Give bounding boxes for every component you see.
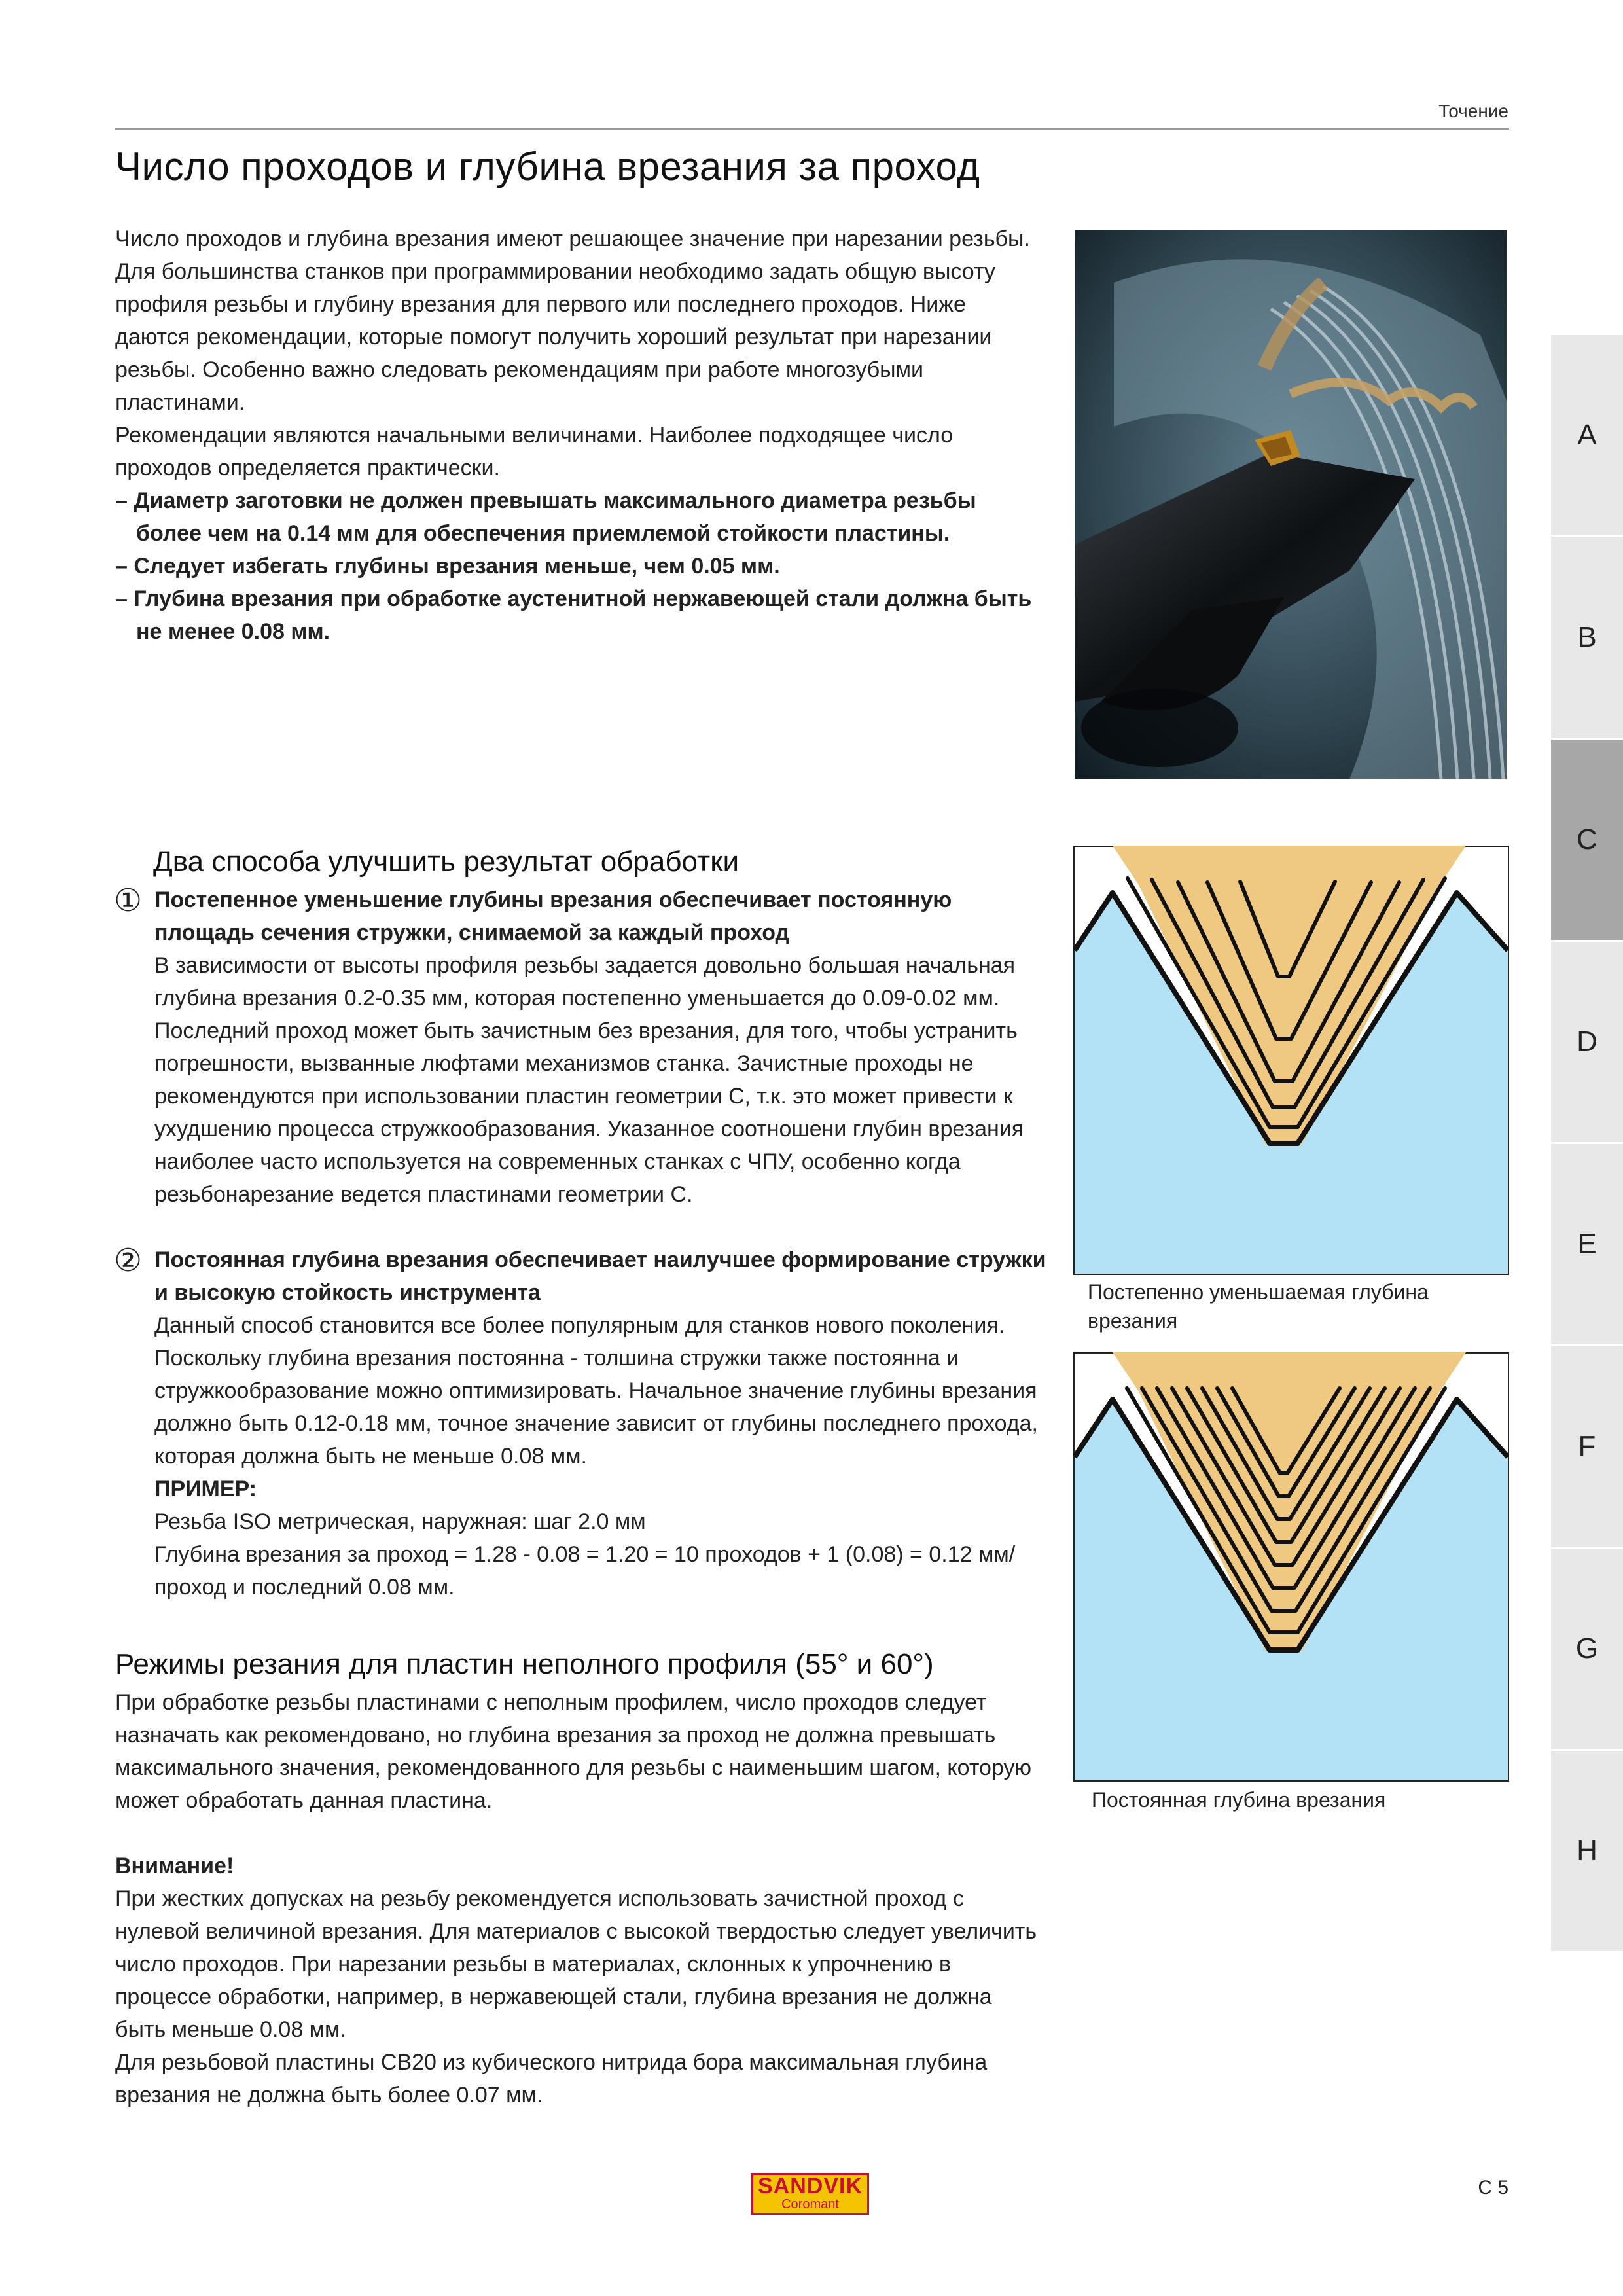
warning-paragraph: При жестких допусках на резьбу рекомендуется использовать зачистной проход с нулевой величиной врезания. Для материалов с высокой твердостью следует увеличить число проходов. При нарезании резьбы в материалах, склонных к упрочнению в процессе обработки, например, в нержавеющей стали, глубина врезания не должна быть меньше 0.08 мм. xyxy=(115,1886,1037,2042)
intro-bullet: – Глубина врезания при обработке аустенитной нержавеющей стали должна быть не менее 0.08 мм. xyxy=(115,586,1032,644)
diagram-1-caption: Постепенно уменьшаемая глубина врезания xyxy=(1088,1280,1429,1333)
section-label: Точение xyxy=(1438,101,1508,121)
intro-bullet: – Диаметр заготовки не должен превышать максимального диаметра резьбы более чем на 0.14 мм для обеспечения приемлемой стойкости пластины. xyxy=(115,488,976,546)
method-2-title: Постоянная глубина врезания обеспечивает наилучшее формирование стружки и высокую стойкость инструмента xyxy=(154,1247,1046,1305)
method-1-number: ① xyxy=(114,884,143,918)
partial-profile-text xyxy=(115,1686,1044,1817)
intro-paragraph: Число проходов и глубина врезания имеют решающее значение при нарезании резьбы. Для большинства станков при программировании необходимо задать общую высоту профиля резьбы и глубину врезания для первого или последнего проходов. Ниже даются рекомендации, которые помогут получить хороший результат при нарезании резьбы. Особенно важно следовать рекомендациям при работе многозубыми пластинами. xyxy=(115,226,1030,415)
warning-block xyxy=(115,1850,1044,2111)
method-1-title: Постепенное уменьшение глубины врезания обеспечивает постоянную площадь сечения стружки, снимаемой за каждый проход xyxy=(154,888,952,945)
tab-e[interactable]: E xyxy=(1551,1144,1623,1346)
diagram-decreasing-depth xyxy=(1073,846,1509,1275)
method-1-body: В зависимости от высоты профиля резьбы задается довольно большая начальная глубина врезания 0.2-0.35 мм, которая постепенно уменьшается до 0.09-0.02 мм. Последний проход может быть зачистным без врезания, для того, чтобы устранить погрешности, вызванные люфтами механизмов станка. Зачистные проходы не рекомендуются при использовании пластин геометрии C, т.к. это может привести к ухудшению процесса стружкообразования. Указанное соотношени глубин врезания наиболее часто используется на современных станках с ЧПУ, особенно когда резьбонарезание ведется пластинами геометрии C. xyxy=(154,953,1024,1207)
logo-brand: SANDVIK xyxy=(757,2174,863,2198)
intro-block xyxy=(115,223,1044,648)
tab-g[interactable]: G xyxy=(1551,1549,1623,1751)
logo-sub: Coromant xyxy=(781,2197,839,2212)
method-2-number: ② xyxy=(114,1244,143,1278)
partial-profile-heading: Режимы резания для пластин неполного профиля (55° и 60°) xyxy=(115,1648,934,1680)
tab-c[interactable]: C xyxy=(1551,740,1623,942)
intro-paragraph: Рекомендации являются начальными величинами. Наиболее подходящее число проходов определяется практически. xyxy=(115,423,954,480)
page-number: C 5 xyxy=(1478,2177,1508,2198)
sandvik-logo xyxy=(751,2173,869,2215)
tab-h[interactable]: H xyxy=(1551,1751,1623,1953)
diagram-constant-depth xyxy=(1073,1352,1509,1782)
threading-photo xyxy=(1075,230,1507,779)
diagram-2-caption: Постоянная глубина врезания xyxy=(1092,1788,1386,1812)
example-line: Резьба ISO метрическая, наружная: шаг 2.0 мм xyxy=(154,1509,646,1534)
tab-b[interactable]: B xyxy=(1551,537,1623,740)
example-line: Глубина врезания за проход = 1.28 - 0.08 = 1.20 = 10 проходов + 1 (0.08) = 0.12 мм/проход и последний 0.08 мм. xyxy=(154,1542,1016,1600)
intro-bullet: – Следует избегать глубины врезания меньше, чем 0.05 мм. xyxy=(115,554,780,579)
method-2-block xyxy=(154,1244,1058,1604)
warning-label: Внимание! xyxy=(115,1854,234,1878)
method-2-body: Данный способ становится все более популярным для станков нового поколения. Поскольку глубина врезания постоянна - толшина стружки также постоянна и стружкообразование можно оптимизировать. Начальное значение глубины врезания должно быть 0.12-0.18 мм, точное значение зависит от глубины последнего прохода, которая должна быть не меньше 0.08 мм. xyxy=(154,1313,1038,1469)
tab-f[interactable]: F xyxy=(1551,1346,1623,1549)
header-divider xyxy=(115,128,1509,130)
method-1-block xyxy=(154,884,1058,1211)
tab-a[interactable]: A xyxy=(1551,335,1623,537)
partial-profile-body: При обработке резьбы пластинами с неполным профилем, число проходов следует назначать как рекомендовано, но глубина врезания за проход не должна превышать максимального значения, рекомендованного для резьбы с наименьшим шагом, которую может обработать данная пластина. xyxy=(115,1690,1031,1813)
methods-heading: Два способа улучшить результат обработки xyxy=(153,846,740,878)
tab-d[interactable]: D xyxy=(1551,942,1623,1144)
example-label: ПРИМЕР: xyxy=(154,1477,257,1501)
page-title: Число проходов и глубина врезания за проход xyxy=(115,145,980,188)
warning-paragraph: Для резьбовой пластины CB20 из кубического нитрида бора максимальная глубина врезания не должна быть более 0.07 мм. xyxy=(115,2050,988,2108)
